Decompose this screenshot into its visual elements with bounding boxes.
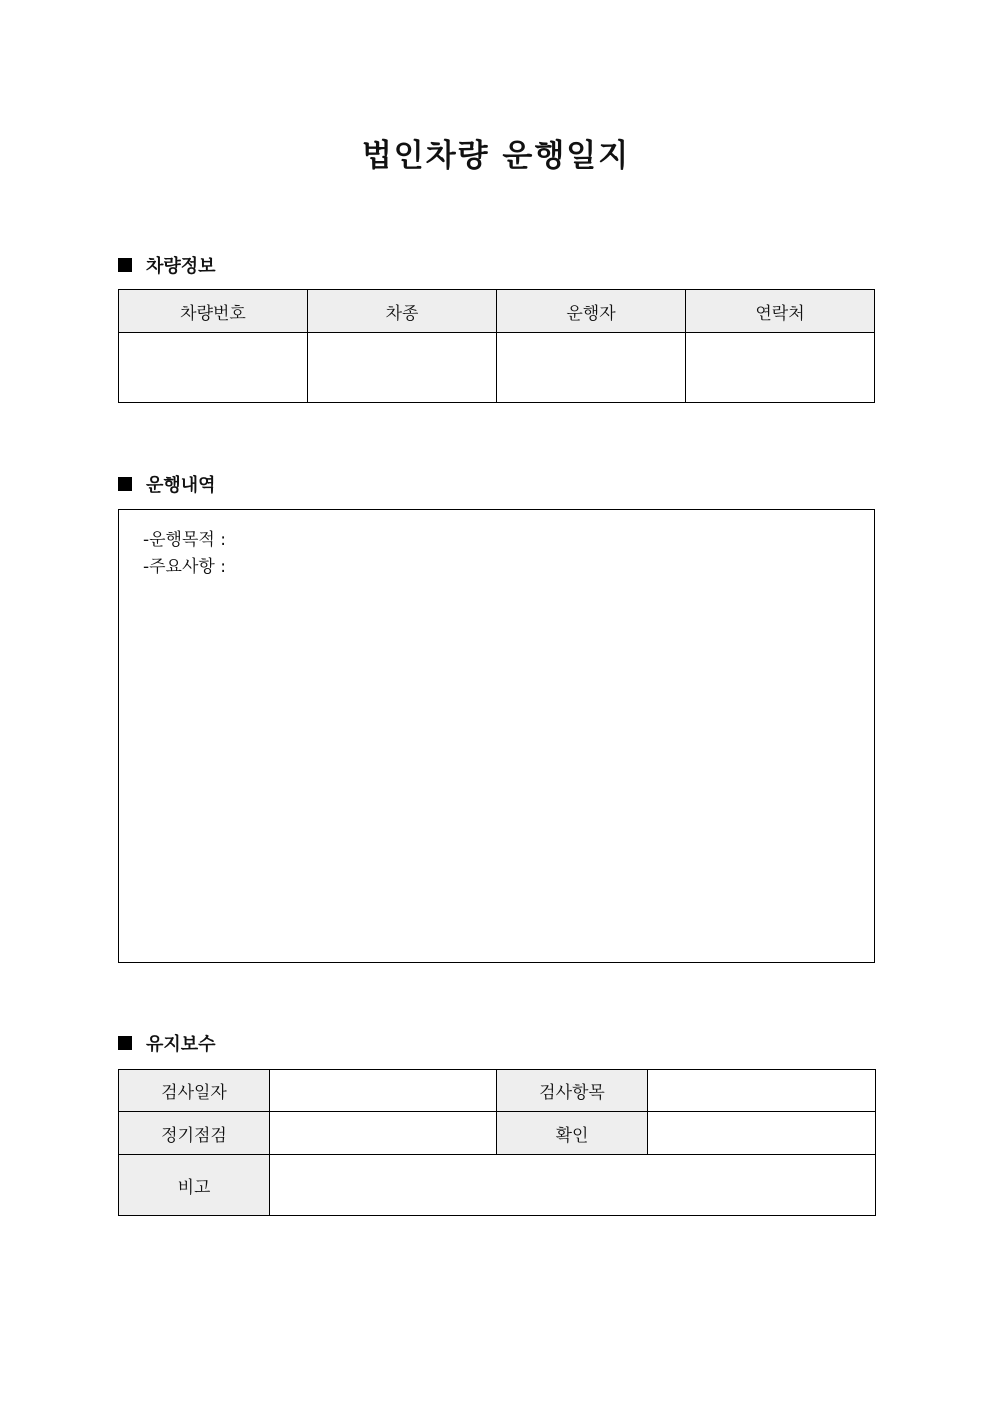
table-row [119,1112,876,1155]
regular-check-label: 정기점검 [119,1112,270,1155]
inspection-date-cell[interactable] [270,1070,497,1112]
section-title: 운행내역 [146,475,216,496]
column-header-plate-number: 차량번호 [119,290,308,333]
driver-cell[interactable] [497,333,686,403]
column-header-model: 차종 [308,290,497,333]
notes-label: -주요사항 : [143,557,226,577]
section-heading-vehicle-info [118,253,216,277]
plate-number-cell[interactable] [119,333,308,403]
table-row [119,333,875,403]
model-cell[interactable] [308,333,497,403]
confirm-cell[interactable] [648,1112,876,1155]
table-row [119,1070,876,1112]
inspection-item-cell[interactable] [648,1070,876,1112]
vehicle-info-table [118,289,875,403]
remarks-cell[interactable] [270,1155,876,1216]
section-title: 차량정보 [146,256,216,277]
operation-details-box[interactable] [118,509,875,963]
maintenance-table [118,1069,876,1216]
column-header-driver: 운행자 [497,290,686,333]
section-heading-maintenance [118,1031,216,1055]
confirm-label: 확인 [497,1112,648,1155]
column-header-contact: 연락처 [686,290,875,333]
section-heading-operation [118,472,216,496]
square-bullet-icon [118,1036,132,1050]
remarks-label: 비고 [119,1155,270,1216]
square-bullet-icon [118,258,132,272]
inspection-date-label: 검사일자 [119,1070,270,1112]
section-title: 유지보수 [146,1034,216,1055]
contact-cell[interactable] [686,333,875,403]
table-row [119,1155,876,1216]
table-header-row [119,290,875,333]
regular-check-cell[interactable] [270,1112,497,1155]
purpose-label: -운행목적 : [143,530,226,550]
square-bullet-icon [118,477,132,491]
inspection-item-label: 검사항목 [497,1070,648,1112]
page-title: 법인차량 운행일지 [361,138,631,174]
